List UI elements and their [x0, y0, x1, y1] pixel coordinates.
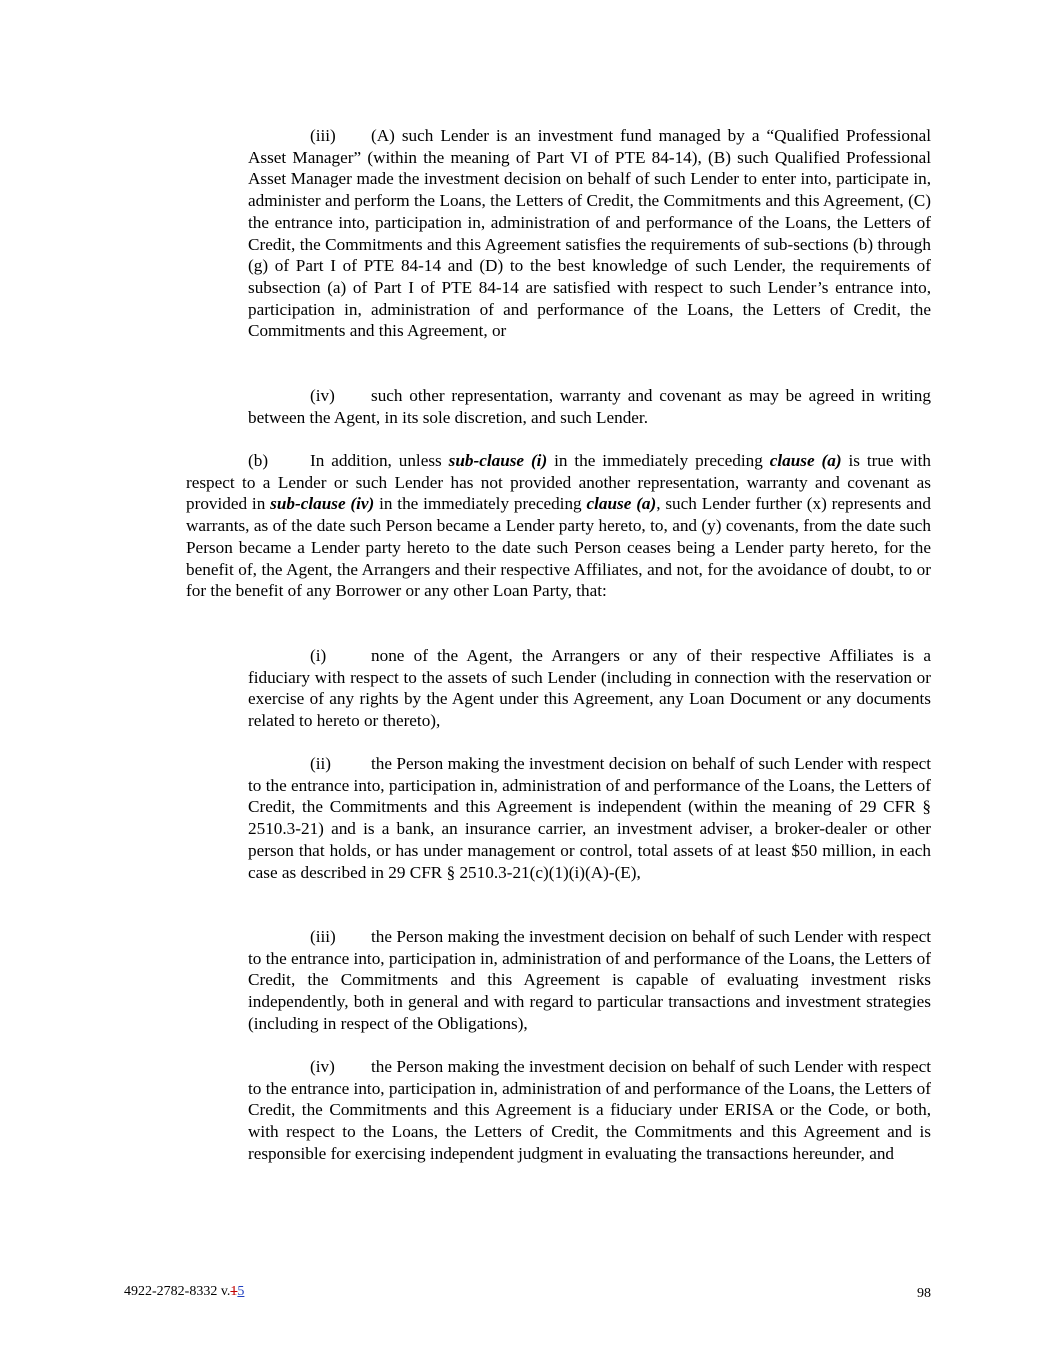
clause-text: the Person making the investment decision on behalf of such Lender with respect to the entrance into, participation in, administration of and performance of the Loans, the Letters of Credit, the Commitments and this Agreement is a fiduciary under ERISA or the Code, or both, with respect to the Loans, the Letters of Credit, the Commitments and this Agreement and is responsible for exercising independent judgment in evaluating the transactions hereunder, and	[248, 1057, 931, 1163]
cross-reference: sub-clause (iv)	[270, 494, 375, 514]
clause-text: (A) such Lender is an investment fund managed by a “Qualified Professional Asset Manager” (within the meaning of Part VI of PTE 84-14), (B) such Qualified Professional Asset Manager made the investment decision on behalf of such Lender to enter into, participate in, administer and perform the Loans, the Letters of Credit, the Commitments and this Agreement, (C) the entrance into, participation in, administration of and performance of the Loans, the Letters of Credit, the Commitments and this Agreement satisfies the requirements of sub-sections (b) through (g) of Part I of PTE 84-14 and (D) to the best knowledge of such Lender, the requirements of subsection (a) of Part I of PTE 84-14 are satisfied with respect to such Lender’s entrance into, participation in, administration of and performance of the Loans, the Letters of Credit, the Commitments and this Agreement, or	[248, 126, 931, 341]
clause-text-segment: In addition, unless	[310, 451, 449, 470]
clause-number: (iii)	[310, 927, 336, 946]
clause-number: (ii)	[310, 754, 331, 773]
clause-text: the Person making the investment decision on behalf of such Lender with respect to the entrance into, participation in, administration of and performance of the Loans, the Letters of Credit, the Commitments and this Agreement is capable of evaluating investment risks independently, both in general and with regard to particular transactions and investment strategies (including in respect of the Obligations),	[248, 927, 931, 1033]
clause-number: (iv)	[310, 1057, 335, 1076]
cross-reference: clause (a)	[586, 494, 657, 514]
clause-number: (iv)	[310, 386, 335, 405]
clause-number: (iii)	[310, 126, 336, 145]
paragraph-a-iii	[248, 125, 931, 342]
paragraph-b-iii	[248, 926, 931, 1035]
cross-reference: sub-clause (i)	[448, 451, 548, 470]
clause-number: (b)	[248, 451, 269, 470]
document-id: 4922-2782-8332 v.	[124, 1284, 231, 1299]
cross-reference: clause (a)	[769, 451, 842, 470]
clause-number: (i)	[310, 646, 327, 665]
clause-text: such other representation, warranty and covenant as may be agreed in writing between the Agent, in its sole discretion, and such Lender.	[248, 386, 931, 427]
clause-text: none of the Agent, the Arrangers or any of their respective Affiliates is a fiduciary with respect to the assets of such Lender (including in connection with the reservation or exercise of any rights by the Agent under this Agreement, any Loan Document or any documents related to hereto or thereto),	[248, 646, 931, 731]
deleted-version-number: 1	[230, 1284, 238, 1299]
clause-text-segment: in the immediately preceding	[547, 451, 770, 470]
clause-text-segment: is true with respect to a Lender or such Lender has not provided another representation, warranty and covenant as provided in	[186, 451, 932, 514]
document-id-footer	[124, 1283, 244, 1301]
paragraph-b	[186, 450, 931, 602]
paragraph-b-i	[248, 645, 931, 732]
page-number: 98	[917, 1286, 931, 1301]
clause-text-segment: , such Lender further (x) represents and warrants, as of the date such Person became a Lender party hereto, to, and (y) covenants, from the date such Person became a Lender party hereto to the date such Person ceases being a Lender party hereto, for the benefit of, the Agent, the Arrangers and their respective Affiliates, and not, for the avoidance of doubt, to or for the benefit of any Borrower or any other Loan Party, that:	[186, 494, 931, 601]
clause-text: the Person making the investment decision on behalf of such Lender with respect to the entrance into, participation in, administration of and performance of the Loans, the Letters of Credit, the Commitments and this Agreement is independent (within the meaning of 29 CFR § 2510.3-21) and is a bank, an insurance carrier, an investment adviser, a broker-dealer or other person that holds, or has under management or control, total assets of at least $50 million, in each case as described in 29 CFR § 2510.3-21(c)(1)(i)(A)-(E),	[248, 754, 931, 882]
paragraph-b-ii	[248, 753, 931, 883]
inserted-version-number: 5	[237, 1284, 245, 1299]
paragraph-a-iv	[248, 385, 931, 428]
paragraph-b-iv	[248, 1056, 931, 1165]
clause-text-segment: in the immediately preceding	[374, 494, 587, 514]
